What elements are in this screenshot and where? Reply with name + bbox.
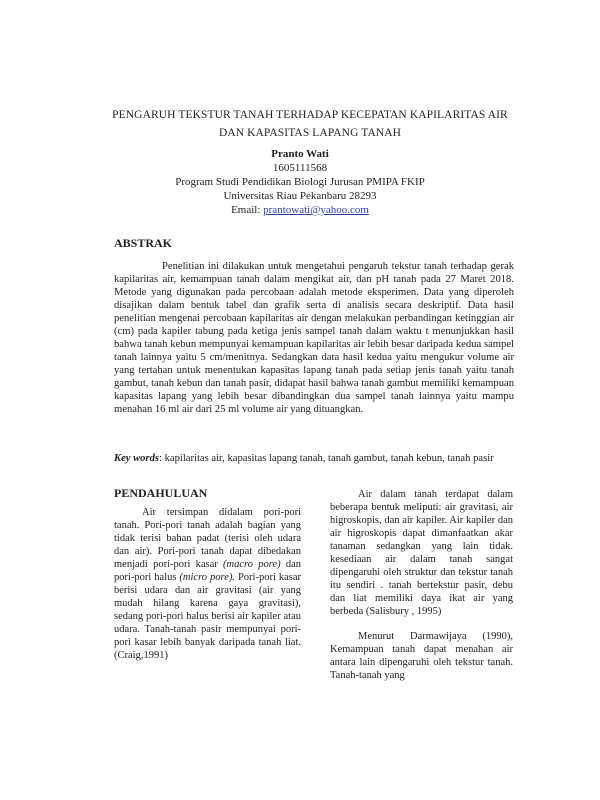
intro-left-column xyxy=(114,506,301,662)
keywords xyxy=(114,452,514,465)
intro-right-column xyxy=(330,488,513,694)
author-block xyxy=(0,147,600,217)
abstract-text: Penelitian ini dilakukan untuk mengetahui pengaruh tekstur tanah terhadap gerak kapilaritas air, kemampuan tanah dalam mengikat air, dan pH tanah pada 27 Maret 2018. Metode yang digunakan pada percobaan adalah metode eksperimen. Data yang diperoleh disajikan dalam bentuk tabel dan grafik serta di analisis secara deskriptif. Data hasil penelitian mengenai percobaan kapilaritas air dengan melakukan perbandingan ketinggian air (cm) pada kapiler tabung pada ketiga jenis sampel tanah dalam waktu t menunjukkan hasil bahwa tanah kebun mempunyai kemampuan kapilaritas air lebih besar daripada kedua sampel tanah lainnya yaitu 5 cm/menitnya. Sedangkan data hasil kedua yaitu mengukur volume air yang tertahan untuk menentukan kapasitas lapang tanah pada setiap jenis tanah yaitu tanah gambut, tanah kebun dan tanah pasir, didapat hasil bahwa tanah gambut memiliki kemampuan kapasitas lapang yang lebih besar dibandingkan dua sampel tanah lainnya yaitu mampu menahan 16 ml air dari 25 ml volume air yang dituangkan. xyxy=(114,261,514,415)
study-program: Program Studi Pendidikan Biologi Jurusan PMIPA FKIP xyxy=(175,176,425,188)
author-name: Pranto Wati xyxy=(271,148,329,160)
intro-left-part3: Pori-pori kasar berisi udara dan air gravitasi (air yang mudah hilang karena gaya gravitasi), sedang pori-pori halus berisi air kapiler atau udara. Tanah-tanah pasir mempunyai pori-pori kasar lebih banyak daripada tanah liat. (Craig,1991) xyxy=(114,572,301,661)
student-id: 1605111568 xyxy=(272,162,328,174)
intro-right-paragraph-2: Menurut Darmawijaya (1990), Kemampuan tanah dapat menahan air antara lain dipengaruhi oleh tekstur tanah. Tanah-tanah yang xyxy=(330,631,513,681)
paper-title xyxy=(100,106,520,142)
intro-left-part2: dan pori-pori halus xyxy=(114,559,301,583)
abstract-heading: ABSTRAK xyxy=(114,236,173,250)
micro-pore-term: (micro pore). xyxy=(179,572,235,583)
title-line-1: PENGARUH TEKSTUR TANAH TERHADAP KECEPATAN KAPILARITAS AIR xyxy=(112,109,508,121)
title-line-2: DAN KAPASITAS LAPANG TANAH xyxy=(218,127,402,139)
keywords-text: : kapilaritas air, kapasitas lapang tanah, tanah gambut, tanah kebun, tanah pasir xyxy=(159,453,494,464)
email-line xyxy=(0,203,600,217)
university: Universitas Riau Pekanbaru 28293 xyxy=(223,190,377,202)
keywords-label: Key words xyxy=(114,453,160,464)
intro-heading: PENDAHULUAN xyxy=(114,486,208,500)
macro-pore-term: (macro pore) xyxy=(223,559,281,570)
intro-right-paragraph-1: Air dalam tanah terdapat dalam beberapa bentuk meliputi: air gravitasi, air higroskopis, dan air kapiler. Air kapiler dan air higroskopis dapat dimanfaatkan akar tanaman sedangkan yang lain tidak. kesediaan air dalam tanah sangat dipengaruhi oleh struktur dan tekstur tanah itu sendiri . tanah bertekstur pasir, debu dan liat memiliki daya ikat air yang berbeda (Salisbury , 1995) xyxy=(330,489,513,617)
email-label: Email: xyxy=(231,204,264,216)
intro-left-part1: Air tersimpan didalam pori-pori tanah. Pori-pori tanah adalah bagian yang tidak terisi bahan padat (terisi oleh udara dan air). Pori-pori tanah dapat dibedakan menjadi pori-pori kasar xyxy=(114,507,301,570)
email-link[interactable]: prantowati@yahoo.com xyxy=(263,204,369,216)
